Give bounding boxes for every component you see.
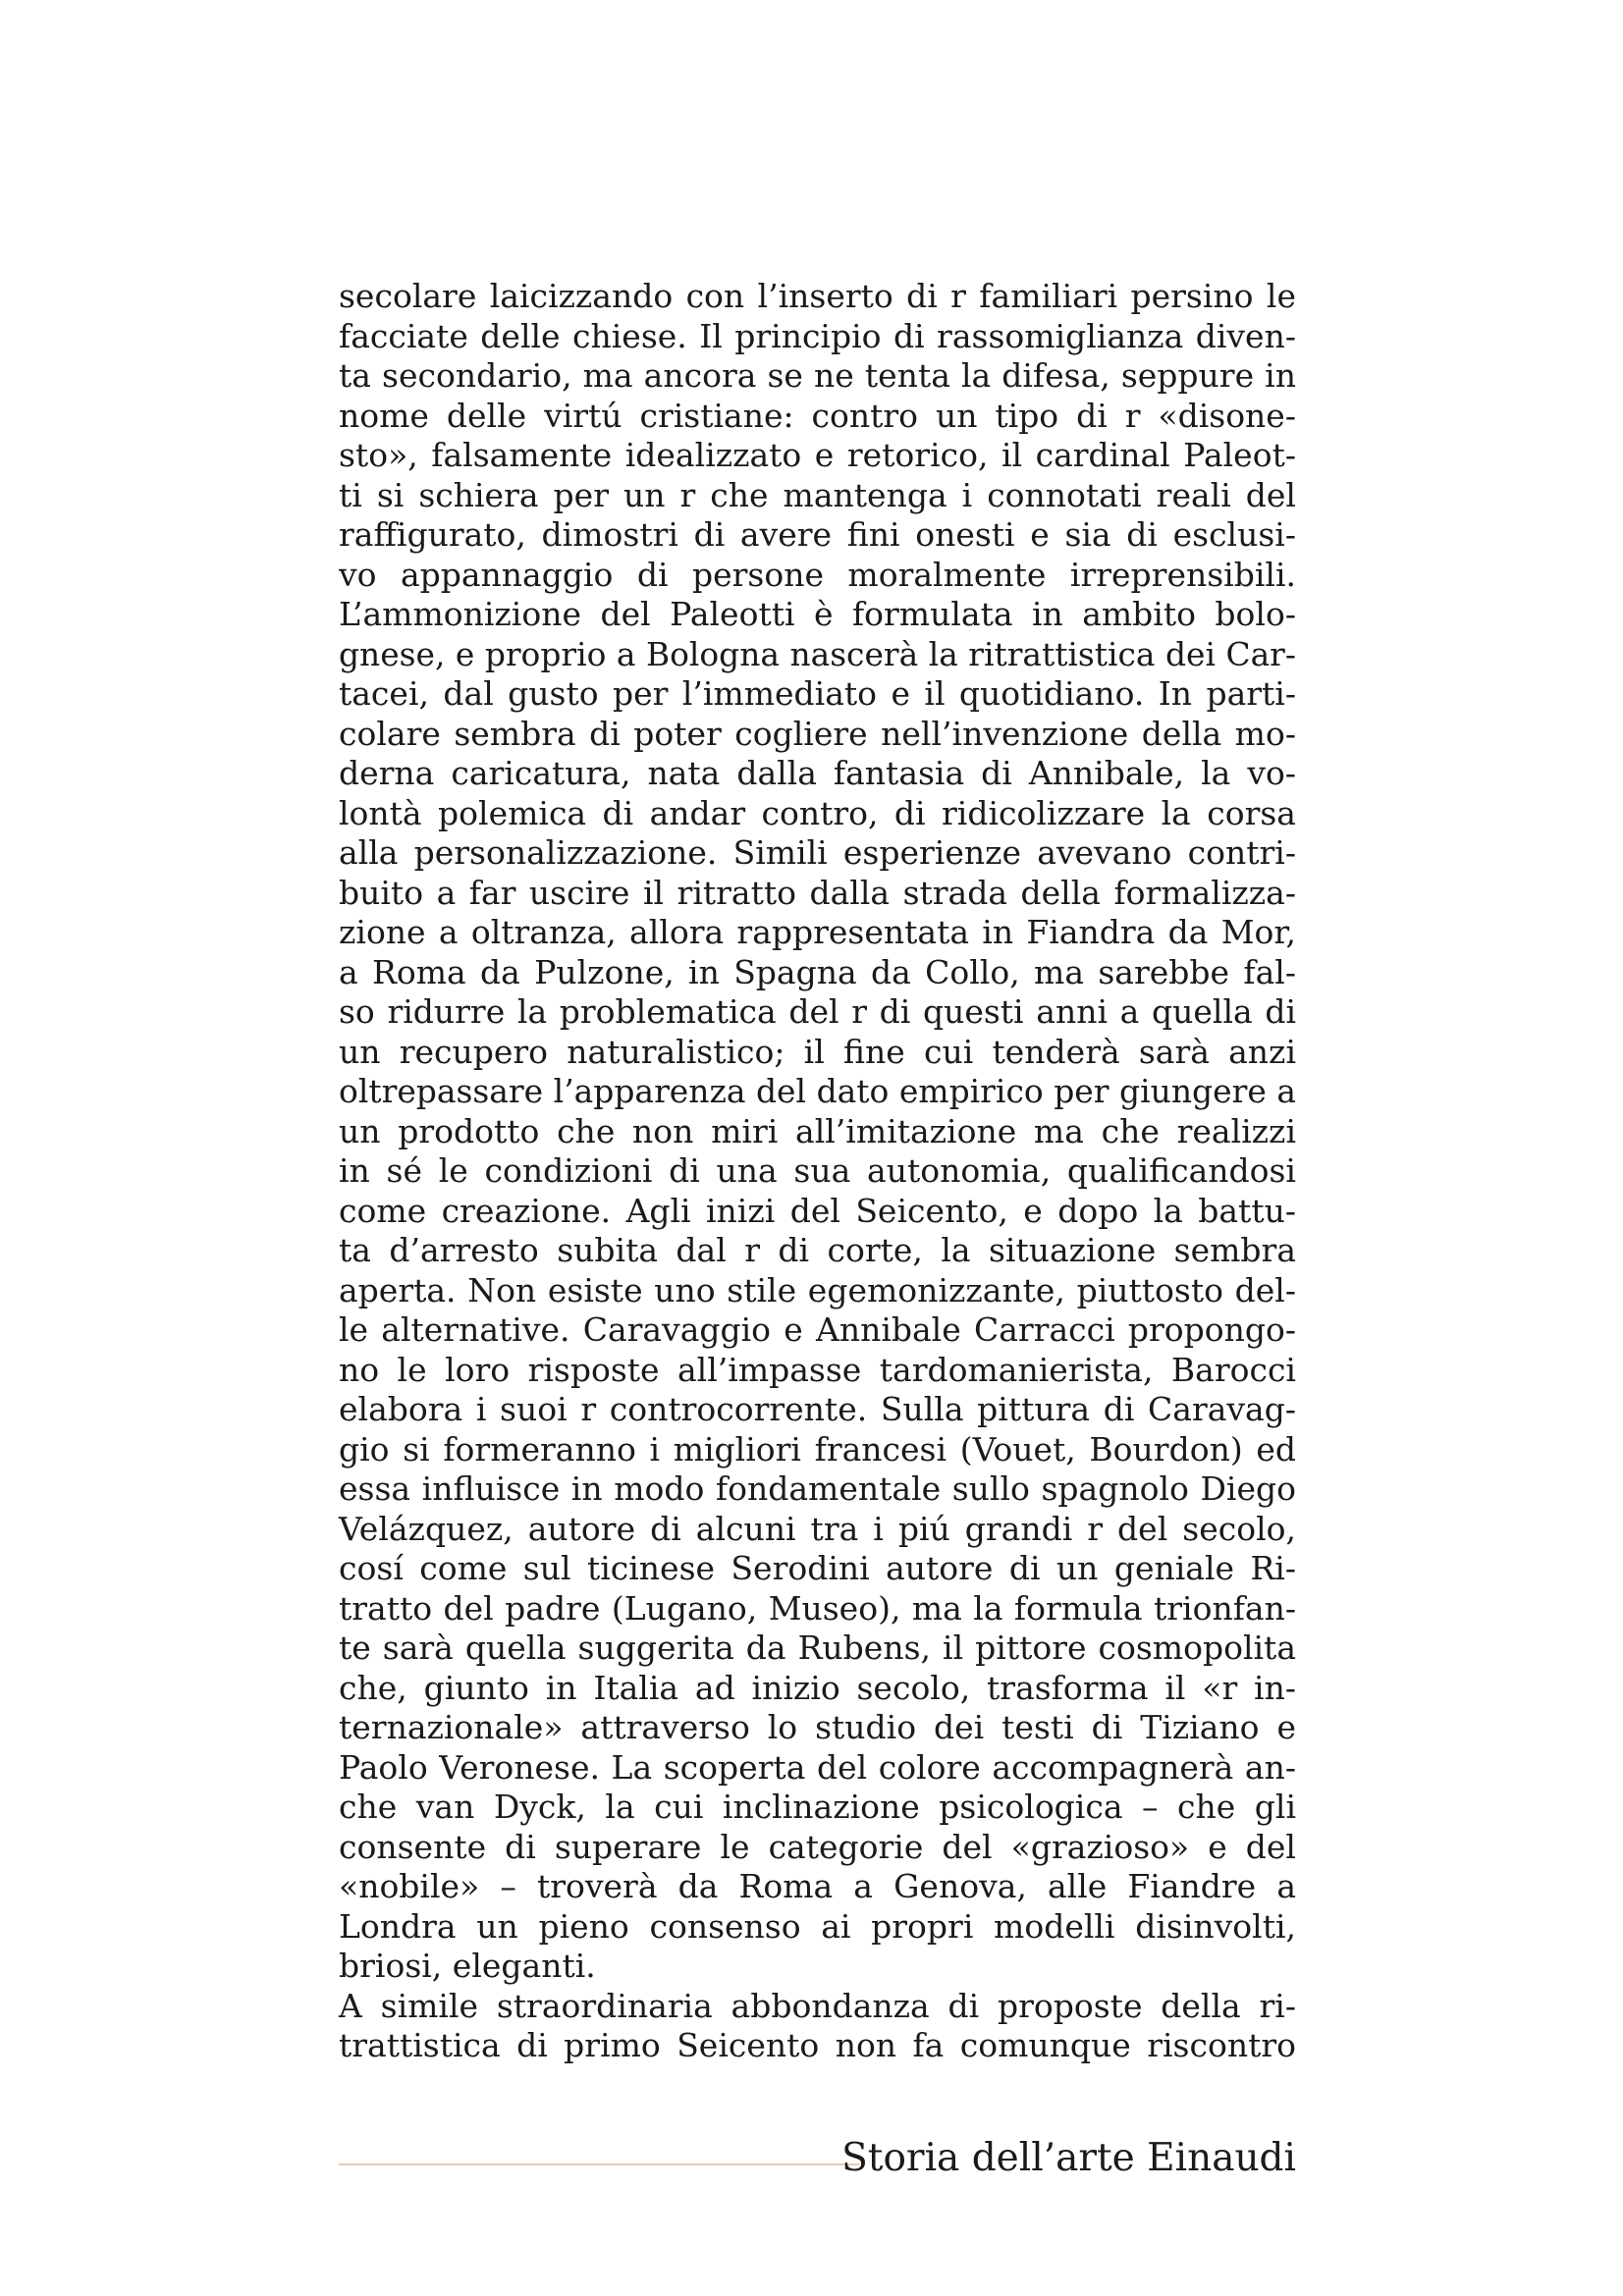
text-line: ta d’arresto subita dal r di corte, la situazione sembra [339, 1231, 1296, 1269]
text-line: le alternative. Caravaggio e Annibale Carracci propongo- [339, 1310, 1296, 1349]
text-line: in sé le condizioni di una sua autonomia, qualificandosi [339, 1151, 1296, 1190]
text-line: zione a oltranza, allora rappresentata in Fiandra da Mor, [339, 913, 1296, 951]
text-line: lontà polemica di andar contro, di ridicolizzare la corsa [339, 793, 1296, 832]
text-line: come creazione. Agli inizi del Seicento, e dopo la battu- [339, 1191, 1296, 1230]
text-line: un recupero naturalistico; il fine cui tenderà sarà anzi [339, 1032, 1296, 1071]
text-line: briosi, eleganti. [339, 1947, 596, 1985]
text-line: gio si formeranno i migliori francesi (Vouet, Bourdon) ed [339, 1429, 1296, 1468]
text-line: A simile straordinaria abbondanza di proposte della ri- [339, 1986, 1296, 2025]
text-line: Paolo Veronese. La scoperta del colore accompagnerà an- [339, 1747, 1296, 1787]
text-line: buito a far uscire il ritratto dalla strada della formalizza- [339, 873, 1296, 912]
text-line: consente di superare le categorie del «grazioso» e del [339, 1827, 1296, 1866]
text-line: Velázquez, autore di alcuni tra i piú grandi r del secolo, [339, 1509, 1296, 1548]
text-line: L’ammonizione del Paleotti è formulata in ambito bolo- [339, 595, 1296, 633]
text-line: essa influisce in modo fondamentale sullo spagnolo Diego [339, 1469, 1296, 1508]
text-line: no le loro risposte all’impasse tardomanierista, Barocci [339, 1350, 1296, 1389]
text-line: che, giunto in Italia ad inizio secolo, trasforma il «r in- [339, 1668, 1296, 1707]
footer-rule [339, 2163, 859, 2165]
text-line: colare sembra di poter cogliere nell’invenzione della mo- [339, 714, 1296, 753]
text-line: sto», falsamente idealizzato e retorico, il cardinal Paleot- [339, 436, 1296, 474]
text-line: tratto del padre (Lugano, Museo), ma la formula trionfan- [339, 1588, 1296, 1628]
text-line: vo appannaggio di persone moralmente irreprensibili. [339, 555, 1296, 594]
text-line: facciate delle chiese. Il principio di rassomiglianza diven- [339, 316, 1296, 355]
body-text [339, 277, 1296, 2066]
text-line: ta secondario, ma ancora se ne tenta la difesa, seppure in [339, 356, 1296, 395]
text-line: oltrepassare l’apparenza del dato empirico per giungere a [339, 1072, 1296, 1110]
text-line: alla personalizzazione. Simili esperienze avevano contri- [339, 833, 1296, 872]
text-line: raffigurato, dimostri di avere fini onesti e sia di esclusi- [339, 515, 1296, 554]
text-line: tacei, dal gusto per l’immediato e il quotidiano. In parti- [339, 674, 1296, 713]
text-line: derna caricatura, nata dalla fantasia di Annibale, la vo- [339, 754, 1296, 792]
text-line: ternazionale» attraverso lo studio dei testi di Tiziano e [339, 1708, 1296, 1746]
text-line: a Roma da Pulzone, in Spagna da Collo, ma sarebbe fal- [339, 952, 1296, 991]
text-line: cosí come sul ticinese Serodini autore di un geniale Ri- [339, 1549, 1296, 1587]
text-line: «nobile» – troverà da Roma a Genova, alle Fiandre a [339, 1867, 1296, 1905]
footer-title: Storia dell’arte Einaudi [841, 2136, 1296, 2180]
text-line: nome delle virtú cristiane: contro un tipo di r «disone- [339, 396, 1296, 435]
text-line: te sarà quella suggerita da Rubens, il pittore cosmopolita [339, 1629, 1296, 1667]
text-line: elabora i suoi r controcorrente. Sulla pittura di Caravag- [339, 1390, 1296, 1428]
text-line: che van Dyck, la cui inclinazione psicologica – che gli [339, 1788, 1296, 1826]
text-line: Londra un pieno consenso ai propri modelli disinvolti, [339, 1906, 1296, 1946]
text-line: un prodotto che non miri all’imitazione ma che realizzi [339, 1111, 1296, 1150]
text-line: ti si schiera per un r che mantenga i connotati reali del [339, 475, 1296, 514]
text-line: aperta. Non esiste uno stile egemonizzante, piuttosto del- [339, 1270, 1296, 1309]
text-line: so ridurre la problematica del r di questi anni a quella di [339, 992, 1296, 1031]
text-line: secolare laicizzando con l’inserto di r familiari persino le [339, 277, 1296, 315]
text-line: trattistica di primo Seicento non fa comunque riscontro [339, 2026, 1296, 2064]
text-line: gnese, e proprio a Bologna nascerà la ritrattistica dei Car- [339, 634, 1296, 673]
